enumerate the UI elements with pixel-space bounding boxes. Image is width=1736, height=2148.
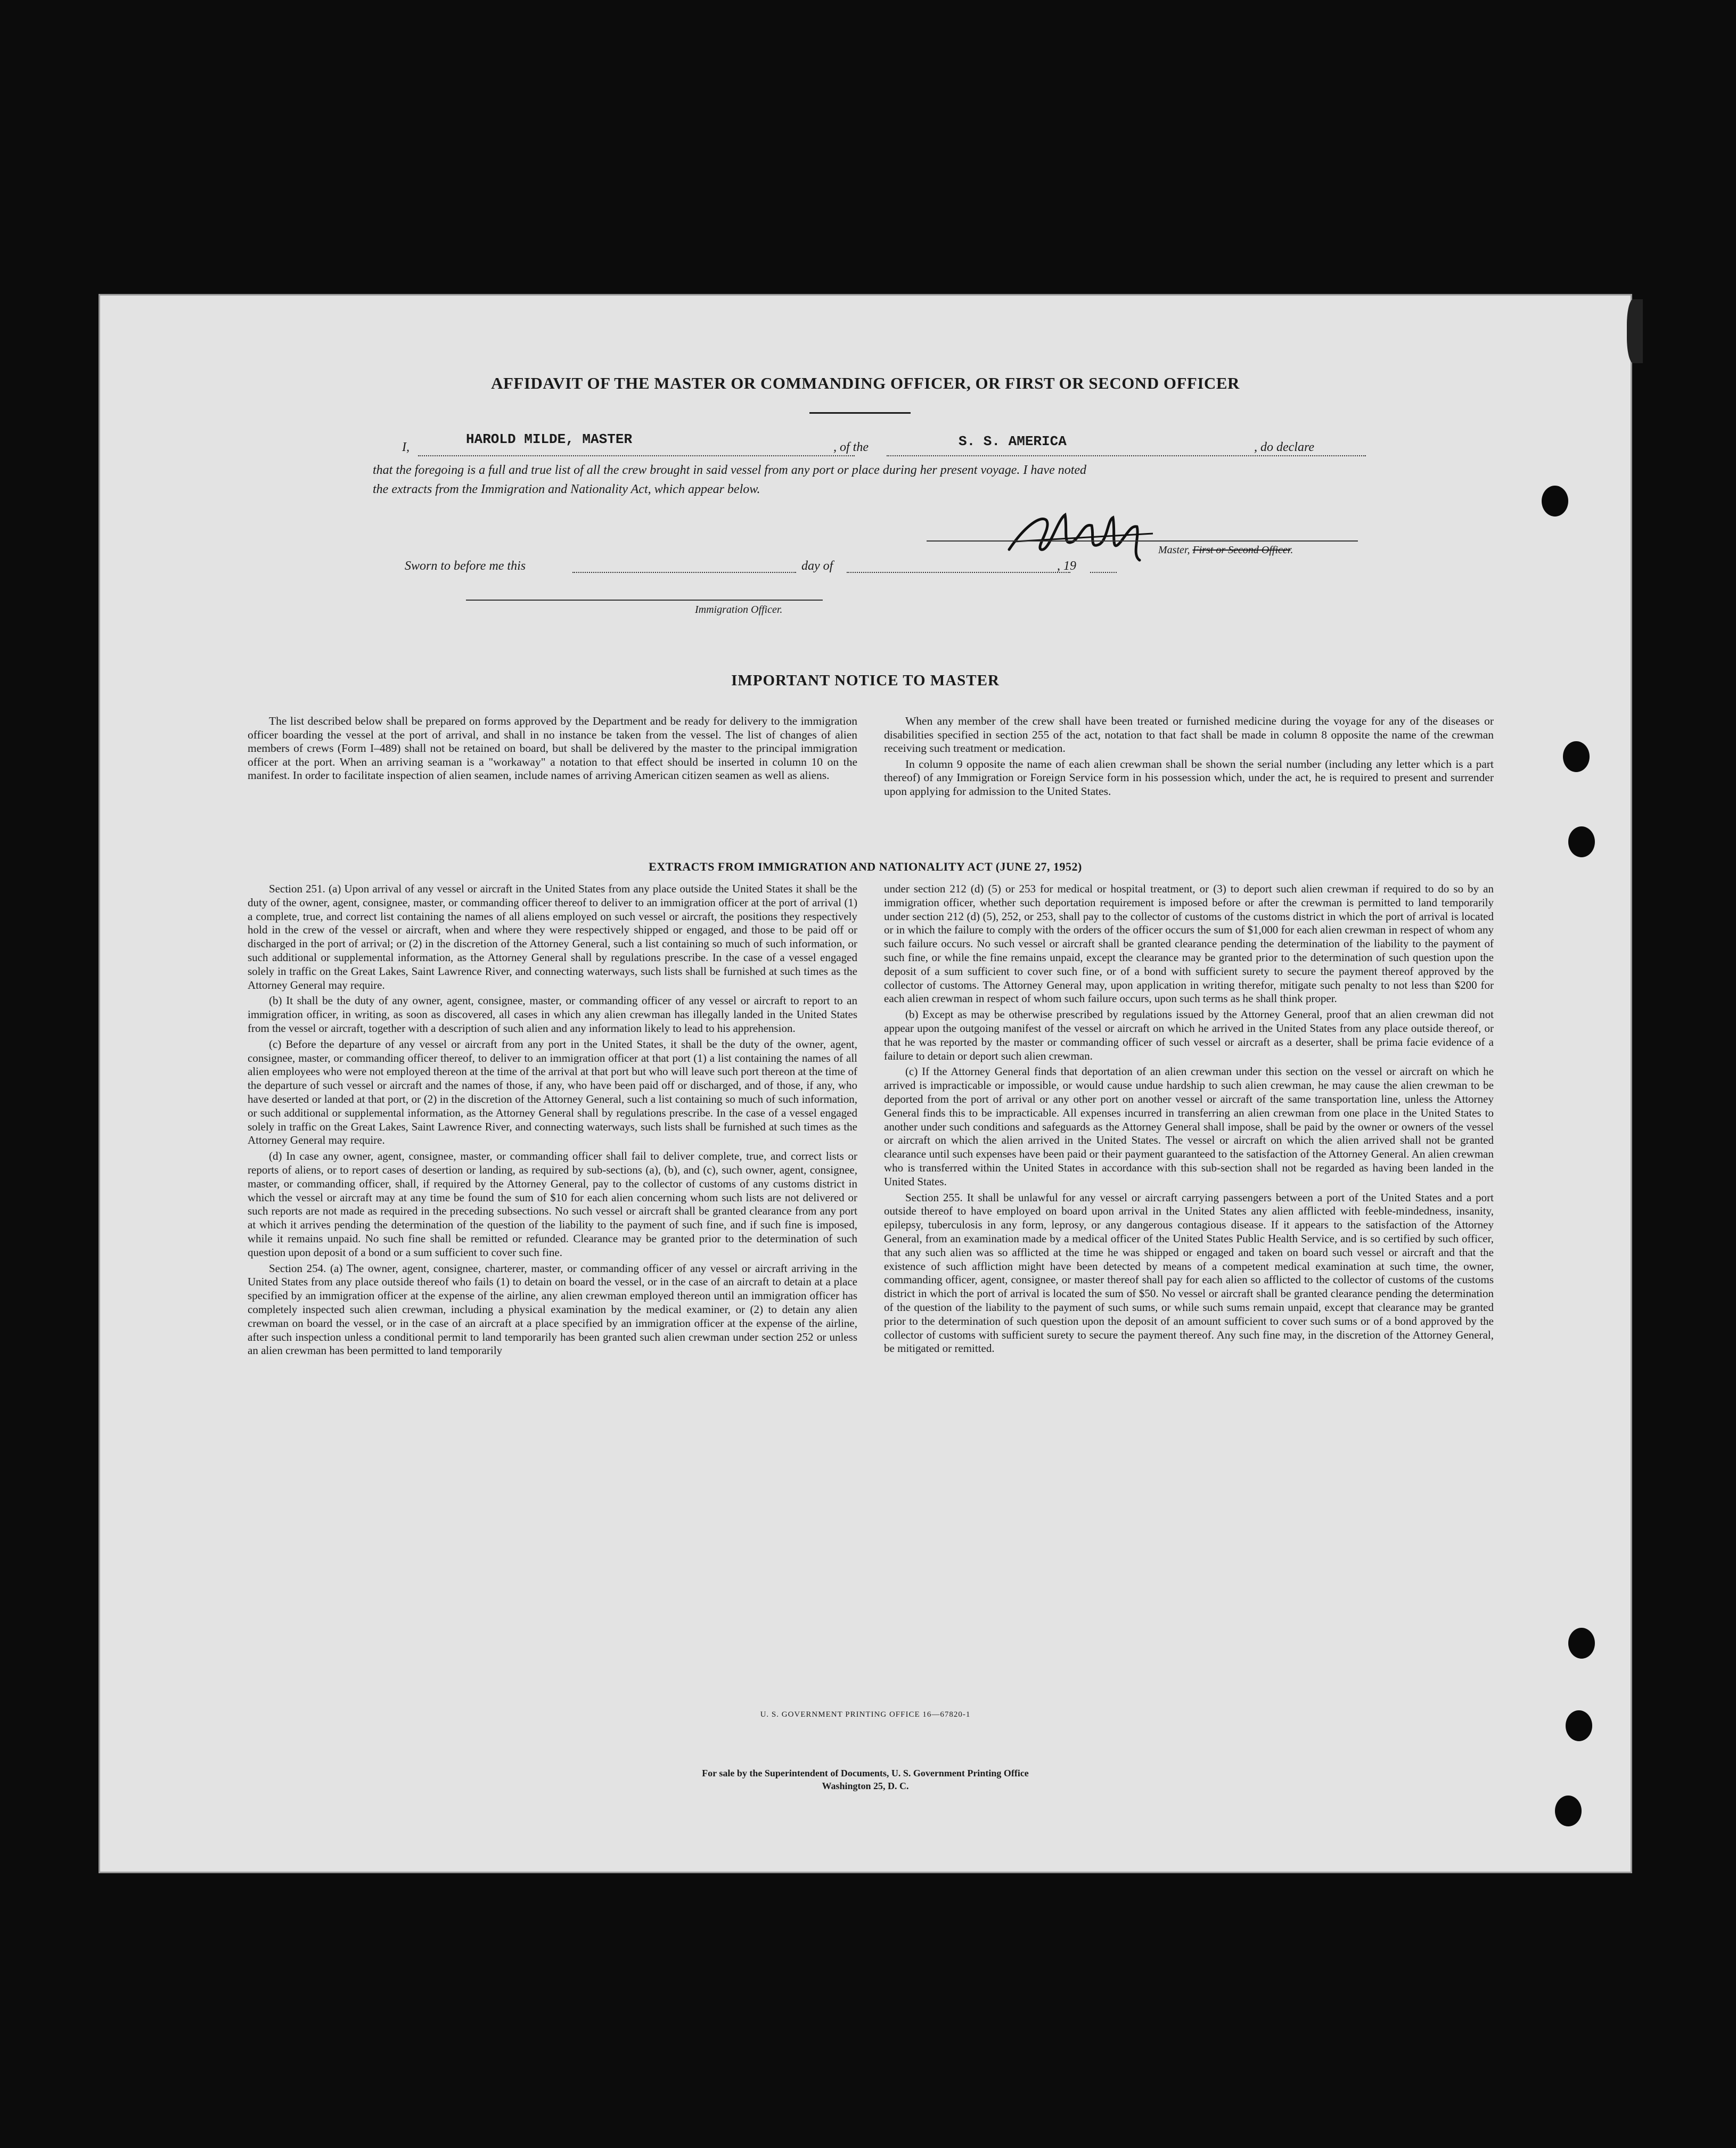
printing-office-imprint: U. S. GOVERNMENT PRINTING OFFICE 16—67820-1 bbox=[760, 1710, 971, 1719]
immigration-officer-line bbox=[466, 600, 823, 601]
punch-hole bbox=[1542, 486, 1568, 516]
sworn-label: Sworn to before me this bbox=[405, 559, 526, 573]
signature-line bbox=[927, 540, 1358, 542]
punch-hole bbox=[1555, 1796, 1582, 1826]
section-254-a-continued: under section 212 (d) (5) or 253 for medical or hospital treatment, or (3) to deport such alien crewman if required to do so by an immigration officer, whether such deportation requirement is imposed before or after the crewman is permitted to land temporarily under section 212 (d) (5), 252, or 253, shall pay to the collector of customs of the customs district in which the port of arrival is located or in which the failure to comply with the orders of the officer occurs the sum of $1,000 for each alien crewman in respect of whom any such failure occurs. No such vessel or aircraft shall be granted clearance pending the determination of the liability to the payment of such fine, or while the fine remains unpaid, except the clearance may be granted prior to the determination of such question upon the deposit of a sum sufficient to cover such fine, or of a bond with sufficient surety to secure the payment thereof approved by the collector of customs. The Attorney General may, upon application in writing therefor, mitigate such penalty to not less than $200 for each alien crewman in respect of whom such failure occurs, upon such terms as he shall think proper. bbox=[884, 882, 1494, 1005]
notice-left-column bbox=[248, 715, 857, 783]
section-251-b: (b) It shall be the duty of any owner, agent, consignee, master, or commanding officer of any vessel or aircraft to report to an immigration officer, in writing, as soon as discovered, all cases in which any alien crewman has illegally landed in the United States from the vessel or aircraft, together with a description of such alien and any information likely to lead to his apprehension. bbox=[248, 994, 857, 1035]
section-255: Section 255. It shall be unlawful for any vessel or aircraft carrying passengers between a port of the United States and a port outside thereof to have employed on board upon arrival in the United States any alien afflicted with feeble-mindedness, insanity, epilepsy, tuberculosis in any form, leprosy, or any dangerous contagious disease. If it appears to the satisfaction of the Attorney General, from an examination made by a medical officer of the United States Public Health Service, and is so certified by such officer, that any such alien was so afflicted at the time he was shipped or engaged and taken on board such vessel or aircraft and that the existence of such affliction might have been detected by means of a competent medical examination at such time, the owner, commanding officer, agent, consignee, or master thereof shall pay for each alien so afflicted to the collector of customs of the customs district in which the port of arrival is located the sum of $50. No vessel or aircraft shall be granted clearance pending the determination of the question of the liability to the payment of such sums, or while such sums remain unpaid, except that clearance may be granted prior to the determination of such question upon the deposit of an amount sufficient to cover such sums or of a bond approved by the collector of customs with sufficient surety to secure the payment thereof. Any such fine may, in the discretion of the Attorney General, be mitigated or remitted. bbox=[884, 1191, 1494, 1355]
punch-hole bbox=[1568, 1628, 1595, 1659]
day-of-label: day of bbox=[801, 559, 833, 573]
affidavit-title: AFFIDAVIT OF THE MASTER OR COMMANDING OFFICER, OR FIRST OR SECOND OFFICER bbox=[491, 374, 1240, 392]
document-page bbox=[99, 294, 1632, 1873]
signer-caption-struck: First or Second Officer bbox=[1192, 544, 1291, 556]
vessel-name: S. S. AMERICA bbox=[959, 433, 1067, 449]
statement-line-2: the extracts from the Immigration and Nationality Act, which appear below. bbox=[373, 482, 760, 496]
extracts-title: EXTRACTS FROM IMMIGRATION AND NATIONALITY ACT (JUNE 27, 1952) bbox=[649, 860, 1082, 873]
sale-notice-line-2: Washington 25, D. C. bbox=[822, 1781, 909, 1791]
title-rule bbox=[809, 412, 911, 414]
notice-left-paragraph: The list described below shall be prepared on forms approved by the Department and be ready for delivery to the immigration officer boarding the vessel at the port of arrival, and shall in no instance be taken from the vessel. The list of changes of alien members of crews (Form I–489) shall not be retained on board, but shall be delivered by the master to the principal immigration officer at the port. When an arriving seaman is a "workaway" a notation to that effect should be inserted in column 10 on the manifest. In order to facilitate inspection of alien seamen, include names of arriving American citizen seamen as well as aliens. bbox=[248, 715, 857, 782]
section-254-b: (b) Except as may be otherwise prescribed by regulations issued by the Attorney General, proof that an alien crewman did not appear upon the outgoing manifest of the vessel or aircraft on which he arrived in the United States from any place outside thereof, or that he was reported by the master or commanding officer of such vessel or aircraft as a deserter, shall be prima facie evidence of a failure to detain or deport such alien crewman. bbox=[884, 1008, 1494, 1062]
section-254-a: Section 254. (a) The owner, agent, consignee, charterer, master, or commanding officer of any vessel or aircraft arriving in the United States from any place outside thereof who fails (1) to detain on board the vessel, or in the case of an aircraft to detain at a place specified by an immigration officer at the expense of the airline, any alien crewman employed thereon until an immigration officer has completely inspected such alien crewman, including a physical examination by the medical examiner, or (2) to detain any alien crewman on board the vessel, or in the case of an aircraft at a place specified by an immigration officer at the expense of the airline, after such inspection unless a conditional permit to land temporarily has been granted such alien crewman under section 252 or unless an alien crewman has been permitted to land temporarily bbox=[248, 1261, 857, 1357]
section-251-d: (d) In case any owner, agent, consignee, master, or commanding officer shall fail to deliver complete, true, and correct lists or reports of aliens, or to report cases of desertion or landing, as required by sub-sections (a), (b), and (c), such owner, agent, consignee, master, or commanding officer, shall, if required by the Attorney General, pay to the collector of customs of any customs district in which the vessel or aircraft may at any time be found the sum of $10 for each alien concerning whom such lists are not delivered or such reports are not made as required in the preceding subsections. No such vessel or aircraft shall be granted clearance from any port at which it arrives pending the determination of the question of the liability to the payment of such fine, and if such fine is imposed, while it remains unpaid. No such fine shall be remitted or refunded. Clearance may be granted prior to the determination of such question upon deposit of a bond or a sum sufficient to cover such fine. bbox=[248, 1150, 857, 1259]
notice-right-column bbox=[884, 715, 1494, 799]
punch-hole bbox=[1568, 826, 1595, 857]
immigration-officer-label: Immigration Officer. bbox=[695, 604, 783, 616]
i-label: I, bbox=[402, 440, 410, 454]
sale-notice-line-1: For sale by the Superintendent of Documents, U. S. Government Printing Office bbox=[702, 1768, 1029, 1778]
master-signature bbox=[1004, 504, 1164, 563]
statement-line-1: that the foregoing is a full and true list of all the crew brought in said vessel from any port or place during her present voyage. I have noted bbox=[373, 463, 1087, 477]
extracts-right-column bbox=[884, 882, 1494, 1356]
of-the-label: , of the bbox=[833, 440, 869, 454]
extracts-left-column bbox=[248, 882, 857, 1358]
notice-right-paragraph-2: In column 9 opposite the name of each alien crewman shall be shown the serial number (including any letter which is a part thereof) of any Immigration or Foreign Service form in his possession which, under the act, he is required to present and surrender upon applying for admission to the United States. bbox=[884, 757, 1494, 798]
vessel-line bbox=[887, 455, 1366, 456]
punch-hole bbox=[1563, 741, 1590, 772]
notice-title: IMPORTANT NOTICE TO MASTER bbox=[731, 672, 1000, 689]
year-line bbox=[1090, 572, 1117, 573]
signer-caption-master: Master, bbox=[1158, 544, 1193, 556]
signer-caption-period: . bbox=[1290, 544, 1293, 556]
name-line bbox=[418, 455, 855, 456]
edge-stain bbox=[1627, 299, 1643, 363]
month-line bbox=[847, 572, 1070, 573]
do-declare-label: , do declare bbox=[1254, 440, 1315, 454]
signer-caption bbox=[1158, 544, 1293, 556]
sworn-date-line bbox=[572, 572, 796, 573]
section-251-c: (c) Before the departure of any vessel or aircraft from any port in the United States, it shall be the duty of the owner, agent, consignee, master, or commanding officer thereof, to deliver to an immigration officer at that port (1) a list containing the names of all alien employees who were not employed thereon at the time of the arrival at that port but who will leave such port thereon at the time of the departure of such vessel or aircraft and the names of those, if any, who have been paid off or discharged, and of those, if any, who have deserted or landed at that port, or (2) in the discretion of the Attorney General, such a list containing so much of such information, or such additional or supplemental information, as the Attorney General shall by regulations prescribe. In the case of a vessel engaged solely in traffic on the Great Lakes, Saint Lawrence River, and connecting waterways, such lists shall be furnished at such times as the Attorney General may require. bbox=[248, 1037, 857, 1147]
master-name: HAROLD MILDE, MASTER bbox=[466, 431, 633, 447]
section-254-c: (c) If the Attorney General finds that deportation of an alien crewman under this section on the vessel or aircraft on which he arrived is impracticable or impossible, or would cause undue hardship to such alien crewman, he may cause the alien crewman to be deported from the port of arrival or any other port on another vessel or aircraft of the same transportation line, unless the Attorney General finds this to be impracticable. All expenses incurred in transferring an alien crewman from one place in the United States to another under such conditions and safeguards as the Attorney General shall impose, shall be paid by the owner or owners of the vessel or aircraft on which the alien arrived in the United States. The vessel or aircraft on which the alien arrived shall not be granted clearance until such expenses have been paid or their payment guaranteed to the satisfaction of the Attorney General. An alien crewman who is transferred within the United States in accordance with this sub-section shall not be regarded as having been landed in the United States. bbox=[884, 1065, 1494, 1188]
year-label: , 19 bbox=[1057, 559, 1076, 573]
section-251-a: Section 251. (a) Upon arrival of any vessel or aircraft in the United States from any place outside the United States it shall be the duty of the owner, agent, consignee, master, or commanding officer thereof to deliver to an immigration officer at the port of arrival (1) a complete, true, and correct list containing the names of all aliens employed on such vessel or aircraft, the positions they respectively hold in the crew of the vessel or aircraft, when and where they were respectively shipped or engaged, and those to be paid off or discharged in the port of arrival; or (2) in the discretion of the Attorney General, such a list containing so much of such information, or such additional or supplemental information, as the Attorney General shall by regulations prescribe. In the case of a vessel engaged solely in traffic on the Great Lakes, Saint Lawrence River, and connecting waterways, such lists shall be furnished at such times as the Attorney General may require. bbox=[248, 882, 857, 991]
notice-right-paragraph-1: When any member of the crew shall have been treated or furnished medicine during the voyage for any of the diseases or disabilities specified in section 255 of the act, notation to that fact shall be made in column 8 opposite the name of the crewman receiving such treatment or medication. bbox=[884, 715, 1494, 755]
